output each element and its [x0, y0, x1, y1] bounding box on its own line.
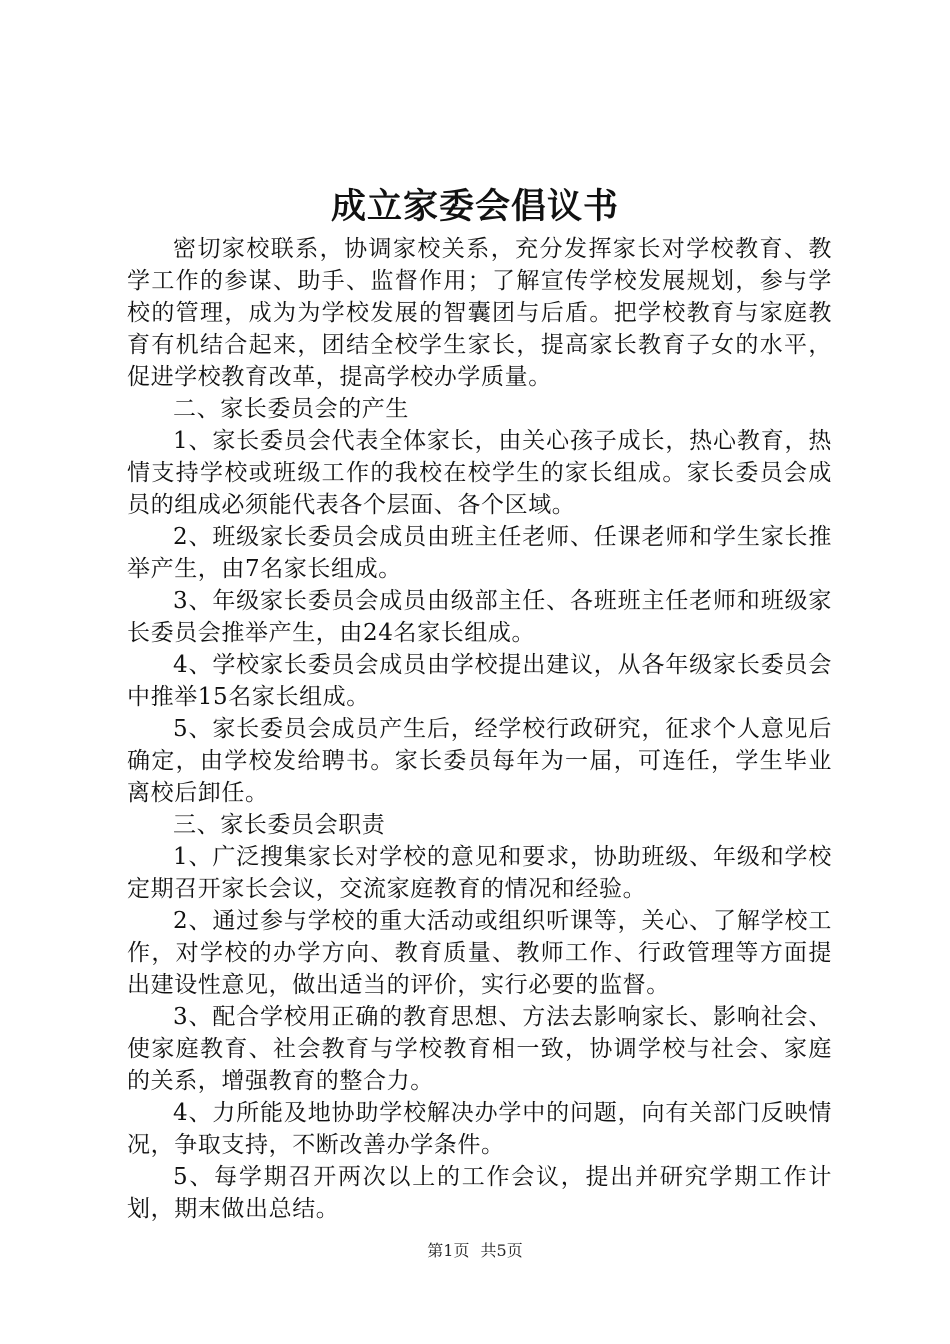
- page-footer: [0, 1240, 950, 1262]
- page-number-current: 第1页: [427, 1241, 470, 1260]
- intro-paragraph: 密切家校联系，协调家校关系，充分发挥家长对学校教育、教学工作的参谋、助手、监督作用；了解宣传学校发展规划，参与学校的管理，成为为学校发展的智囊团与后盾。把学校教育与家庭教育有机结合起来，团结全校学生家长，提高家长教育子女的水平，促进学校教育改革，提高学校办学质量。: [127, 236, 832, 390]
- duty-item-4: 4、力所能及地协助学校解决办学中的问题，向有关部门反映情况，争取支持，不断改善办学条件。: [127, 1100, 832, 1158]
- formation-item-4: 4、学校家长委员会成员由学校提出建议，从各年级家长委员会中推举15名家长组成。: [127, 652, 832, 710]
- formation-item-2: 2、班级家长委员会成员由班主任老师、任课老师和学生家长推举产生，由7名家长组成。: [127, 524, 832, 582]
- document-title: 成立家委会倡议书: [330, 186, 619, 227]
- document-body: [127, 233, 832, 1225]
- section-heading-duties: 三、家长委员会职责: [173, 812, 386, 838]
- section-heading-formation: 二、家长委员会的产生: [173, 396, 409, 422]
- page-number-total: 共5页: [480, 1241, 523, 1260]
- duty-item-2: 2、通过参与学校的重大活动或组织听课等，关心、了解学校工作，对学校的办学方向、教育质量、教师工作、行政管理等方面提出建设性意见，做出适当的评价，实行必要的监督。: [127, 908, 832, 998]
- duty-item-3: 3、配合学校用正确的教育思想、方法去影响家长、影响社会、使家庭教育、社会教育与学校教育相一致，协调学校与社会、家庭的关系，增强教育的整合力。: [127, 1004, 832, 1094]
- duty-item-5: 5、每学期召开两次以上的工作会议，提出并研究学期工作计划，期末做出总结。: [127, 1164, 832, 1222]
- duty-item-1: 1、广泛搜集家长对学校的意见和要求，协助班级、年级和学校定期召开家长会议，交流家庭教育的情况和经验。: [127, 844, 832, 902]
- formation-item-1: 1、家长委员会代表全体家长，由关心孩子成长，热心教育，热情支持学校或班级工作的我校在校学生的家长组成。家长委员会成员的组成必须能代表各个层面、各个区域。: [127, 428, 832, 518]
- formation-item-5: 5、家长委员会成员产生后，经学校行政研究，征求个人意见后确定，由学校发给聘书。家长委员每年为一届，可连任，学生毕业离校后卸任。: [127, 716, 832, 806]
- formation-item-3: 3、年级家长委员会成员由级部主任、各班班主任老师和班级家长委员会推举产生，由24名家长组成。: [127, 588, 832, 646]
